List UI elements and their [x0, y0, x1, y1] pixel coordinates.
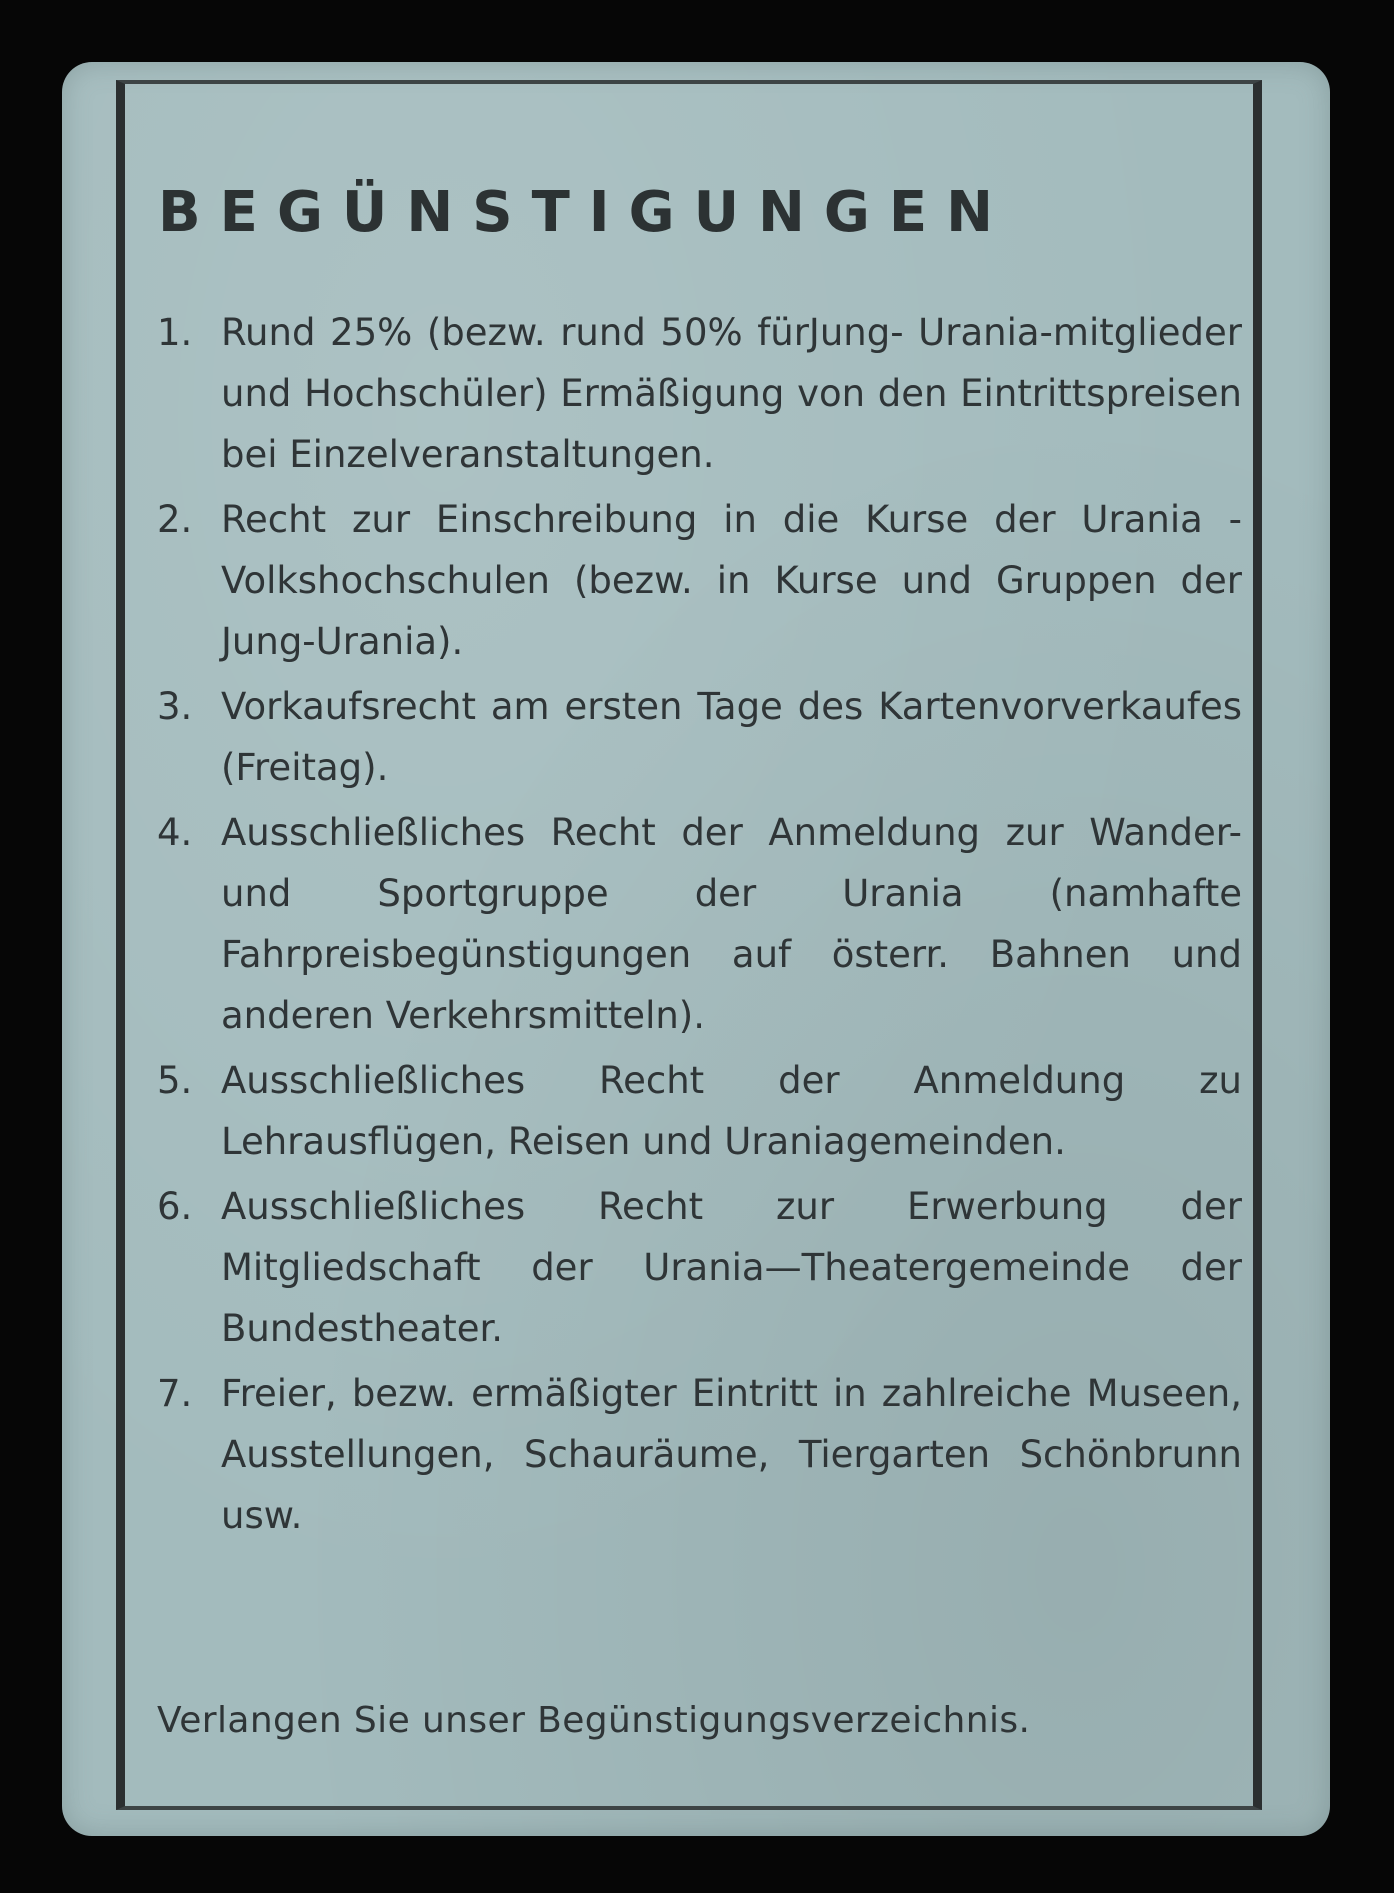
benefit-text: Ausschließliches Recht der Anmeldung zu Lehrausflügen, Reisen und Uraniagemeinden.	[221, 1059, 1242, 1163]
card-title: BEGÜNSTIGUNGEN	[158, 180, 1012, 245]
benefit-item-2	[157, 489, 1242, 672]
benefit-item-6	[157, 1176, 1242, 1359]
benefit-number: 6.	[157, 1185, 193, 1228]
benefit-text: Ausschließliches Recht der Anmeldung zur Wander- und Sportgruppe der Urania (namhafte Fahrpreisbegünstigungen auf österr. Bahnen und anderen Verkehrsmitteln).	[221, 811, 1242, 1037]
benefit-text: Ausschließliches Recht zur Erwerbung der Mitgliedschaft der Urania—Theatergemeinde der Bundestheater.	[221, 1185, 1242, 1350]
benefits-list	[157, 302, 1242, 1550]
benefit-item-1	[157, 302, 1242, 485]
benefit-number: 2.	[157, 498, 193, 541]
benefit-text: Rund 25% (bezw. rund 50% fürJung- Urania-mitglieder und Hochschüler) Ermäßigung von den Eintrittspreisen bei Einzelveranstaltungen.	[221, 311, 1242, 476]
benefit-item-3	[157, 676, 1242, 798]
benefits-card	[62, 62, 1330, 1836]
card-footer-note: Verlangen Sie unser Begünstigungsverzeichnis.	[157, 1700, 1031, 1741]
benefit-item-5	[157, 1050, 1242, 1172]
benefit-number: 3.	[157, 685, 193, 728]
benefit-number: 5.	[157, 1059, 193, 1102]
benefit-item-4	[157, 802, 1242, 1046]
benefit-text: Freier, bezw. ermäßigter Eintritt in zahlreiche Museen, Ausstellungen, Schauräume, Tiergarten Schönbrunn usw.	[221, 1372, 1242, 1537]
benefit-number: 4.	[157, 811, 193, 854]
benefit-item-7	[157, 1363, 1242, 1546]
benefit-text: Recht zur Einschreibung in die Kurse der Urania - Volkshochschulen (bezw. in Kurse und Gruppen der Jung-Urania).	[221, 498, 1242, 663]
benefit-text: Vorkaufsrecht am ersten Tage des Kartenvorverkaufes (Freitag).	[221, 685, 1242, 789]
benefit-number: 7.	[157, 1372, 193, 1415]
benefit-number: 1.	[157, 311, 193, 354]
